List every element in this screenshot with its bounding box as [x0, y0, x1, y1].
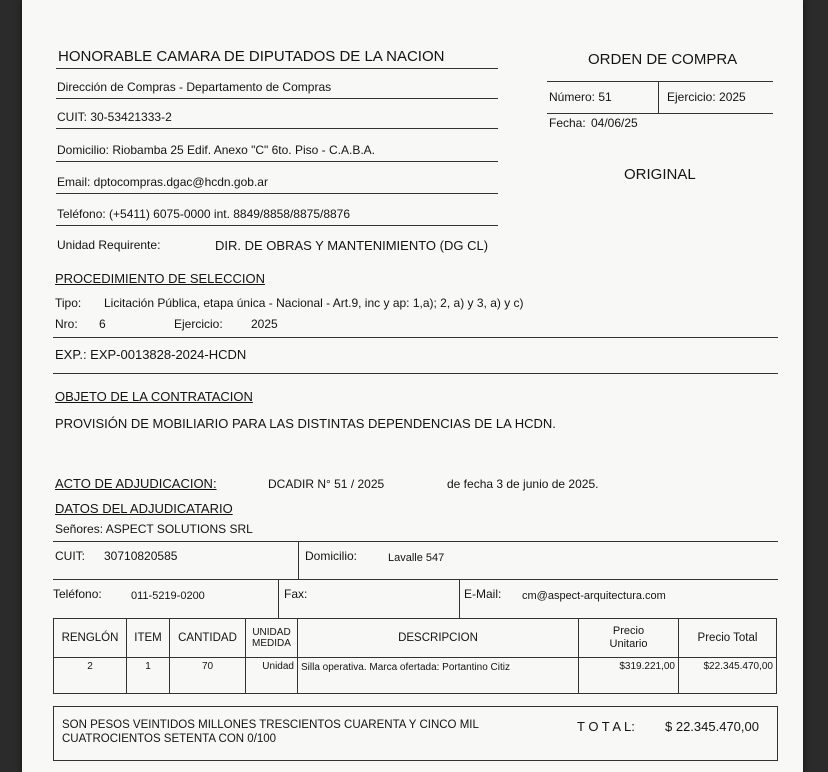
divider — [459, 579, 460, 618]
procedure-type-label: Tipo: — [55, 296, 82, 310]
divider — [53, 337, 778, 338]
supplier-address-value: Lavalle 547 — [388, 552, 445, 564]
totals-box — [53, 706, 778, 761]
org-title: HONORABLE CAMARA DE DIPUTADOS DE LA NACION — [58, 48, 445, 65]
table-header-row — [54, 619, 777, 658]
col-unidad-line1: UNIDAD — [252, 626, 291, 638]
divider — [53, 373, 778, 374]
col-item: ITEM — [127, 619, 170, 658]
col-descripcion: DESCRIPCION — [298, 619, 579, 658]
col-precio-unitario — [579, 619, 679, 658]
supplier-heading: DATOS DEL ADJUDICATARIO — [55, 501, 233, 516]
col-precio-total: Precio Total — [679, 619, 777, 658]
department-line: Dirección de Compras - Departamento de Compras — [57, 80, 332, 94]
order-date-label: Fecha: — [549, 116, 586, 130]
cell-precio-unitario: $319.221,00 — [579, 658, 679, 694]
cell-cantidad: 70 — [170, 658, 246, 694]
divider — [298, 541, 299, 579]
cuit-line: CUIT: 30-53421333-2 — [57, 110, 172, 124]
supplier-phone-value: 011-5219-0200 — [131, 590, 205, 602]
divider — [278, 579, 279, 618]
divider — [56, 98, 498, 99]
total-label: T O T A L: — [577, 719, 635, 734]
order-year: Ejercicio: 2025 — [667, 90, 746, 104]
divider — [56, 161, 498, 162]
divider — [547, 113, 773, 114]
unit-value: DIR. DE OBRAS Y MANTENIMIENTO (DG CL) — [215, 238, 489, 253]
order-date: 04/06/25 — [591, 116, 638, 130]
total-value: $ 22.345.470,00 — [665, 719, 759, 734]
procedure-nro-value: 6 — [99, 317, 106, 331]
procedure-year-label: Ejercicio: — [174, 317, 223, 331]
phone-line: Teléfono: (+5411) 6075-0000 int. 8849/8858/8875/8876 — [57, 207, 351, 221]
col-unidad-line2: MEDIDA — [252, 638, 291, 649]
award-heading: ACTO DE ADJUDICACION: — [55, 476, 217, 491]
divider — [53, 579, 778, 580]
cell-precio-total: $22.345.470,00 — [679, 658, 777, 694]
order-number: Número: 51 — [549, 90, 612, 104]
cell-unidad: Unidad — [246, 658, 298, 694]
divider — [56, 225, 498, 226]
expedient-number: EXP.: EXP-0013828-2024-HCDN — [55, 347, 247, 362]
supplier-email-value: cm@aspect-arquitectura.com — [522, 590, 666, 602]
cell-item: 1 — [127, 658, 170, 694]
award-reference: DCADIR N° 51 / 2025 — [268, 477, 385, 491]
divider — [658, 81, 659, 113]
supplier-fax-label: Fax: — [284, 587, 308, 601]
col-precio-line2: Unitario — [609, 638, 648, 650]
supplier-cuit-label: CUIT: — [55, 549, 85, 563]
object-text: PROVISIÓN DE MOBILIARIO PARA LAS DISTINTAS DEPENDENCIAS DE LA HCDN. — [55, 416, 556, 431]
table-row — [54, 658, 777, 694]
award-date: de fecha 3 de junio de 2025. — [447, 477, 599, 491]
divider — [56, 128, 498, 129]
items-table — [53, 618, 777, 694]
supplier-address-label: Domicilio: — [305, 549, 358, 563]
divider — [547, 81, 773, 82]
divider — [53, 541, 778, 542]
address-line: Domicilio: Riobamba 25 Edif. Anexo "C" 6to. Piso - C.A.B.A. — [57, 143, 375, 157]
divider — [56, 68, 498, 69]
supplier-name: Señores: ASPECT SOLUTIONS SRL — [55, 522, 253, 536]
unit-label: Unidad Requirente: — [57, 238, 161, 252]
total-in-words-line1: SON PESOS VEINTIDOS MILLONES TRESCIENTOS CUARENTA Y CINCO MIL — [62, 719, 479, 731]
supplier-phone-label: Teléfono: — [53, 587, 102, 601]
procedure-type-value: Licitación Pública, etapa única - Nacional - Art.9, inc y ap: 1,a); 2, a) y 3, a) y c) — [104, 296, 524, 310]
supplier-email-label: E-Mail: — [464, 587, 502, 601]
col-unidad-medida — [246, 619, 298, 658]
supplier-cuit-value: 30710820585 — [104, 549, 178, 563]
col-renglon: RENGLÓN — [54, 619, 127, 658]
cell-renglon: 2 — [54, 658, 127, 694]
email-line: Email: dptocompras.dgac@hcdn.gob.ar — [57, 175, 268, 189]
col-cantidad: CANTIDAD — [170, 619, 246, 658]
total-in-words-line2: CUATROCIENTOS SETENTA CON 0/100 — [62, 733, 277, 745]
procedure-nro-label: Nro: — [55, 317, 78, 331]
copy-type: ORIGINAL — [624, 166, 696, 183]
procedure-year-value: 2025 — [251, 317, 278, 331]
col-precio-line1: Precio — [612, 625, 645, 638]
order-title: ORDEN DE COMPRA — [588, 51, 738, 68]
divider — [56, 193, 498, 194]
object-heading: OBJETO DE LA CONTRATACION — [55, 389, 253, 404]
procedure-heading: PROCEDIMIENTO DE SELECCION — [55, 271, 265, 286]
cell-descripcion: Silla operativa. Marca ofertada: Portantino Citiz — [298, 658, 579, 694]
purchase-order-document — [22, 0, 803, 772]
